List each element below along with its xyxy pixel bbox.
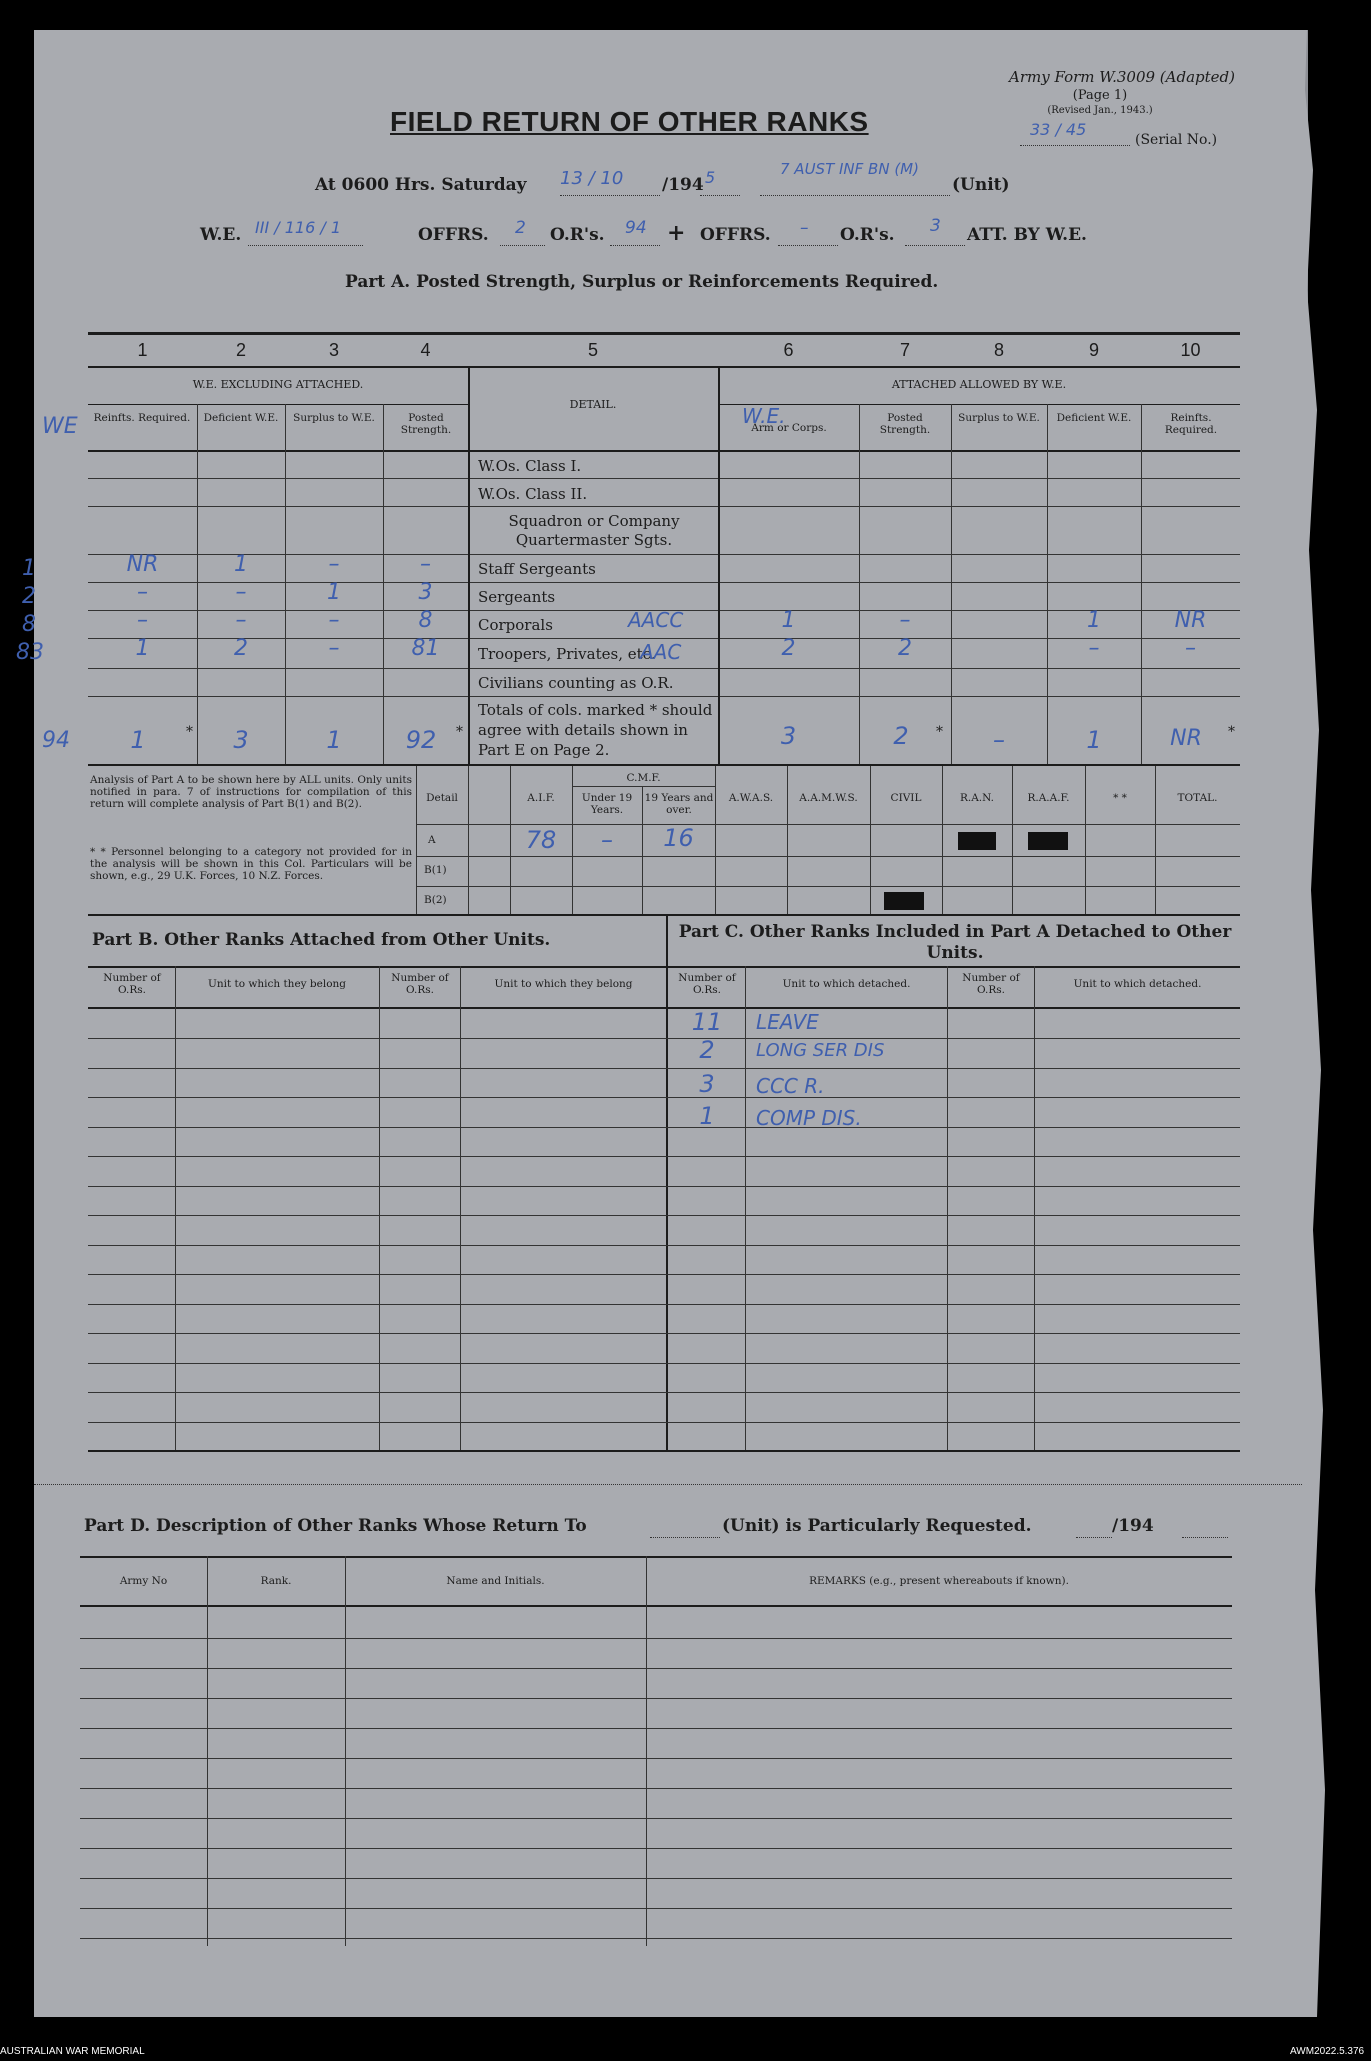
totals-c4: 92 (405, 726, 437, 754)
totals-c2: 3 (233, 726, 249, 754)
margin-totals: 94 (42, 728, 70, 753)
ruled-line (88, 1392, 1240, 1393)
ruled-line (88, 1038, 1240, 1039)
row-detail-wo-class-2: W.Os. Class II. (478, 485, 588, 503)
part-d-heading: Part D. Description of Other Ranks Whose Return To (84, 1516, 587, 1536)
col-number-1: 1 (137, 340, 148, 360)
revised-date: (Revised Jan., 1943.) (1047, 105, 1153, 116)
ruled-line (88, 1274, 1240, 1275)
staff-sgts-c1: NR (126, 552, 159, 577)
analysis-a-under-19: – (601, 826, 613, 854)
part-c-header-unit-1: Unit to which detached. (782, 978, 911, 990)
part-c-entry-1-number: 11 (691, 1008, 723, 1036)
col6-we-handwritten: W.E. (742, 404, 786, 428)
totals-c9: 1 (1086, 726, 1102, 754)
corporals-c3: – (328, 608, 340, 633)
sergeants-c4: 3 (418, 580, 433, 605)
header-arm-or-corps: Arm or Corps. (751, 422, 827, 434)
part-b-header-number-1: Number of O.Rs. (103, 972, 161, 996)
col-number-6: 6 (783, 340, 794, 360)
header-posted-strength: Posted Strength. (400, 412, 452, 436)
ruled-line (80, 1908, 1232, 1909)
ors-attached-label: O.R's. (840, 225, 895, 245)
troopers-c6: AAC (640, 640, 682, 664)
header-posted-strength-att: Posted Strength. (879, 412, 931, 436)
page-number: (Page 1) (1072, 88, 1128, 103)
part-d-header-name: Name and Initials. (446, 1575, 545, 1587)
row-detail-staff-sergeants: Staff Sergeants (478, 560, 596, 578)
analysis-row-b2: B(2) (424, 894, 447, 906)
analysis-header-ran: R.A.N. (959, 792, 995, 804)
troopers-c8: 2 (898, 636, 912, 661)
corporals-c6: AACC (628, 608, 684, 632)
row-detail-corporals: Corporals (478, 616, 553, 634)
part-d-heading-unit: (Unit) is Particularly Requested. (722, 1516, 1032, 1536)
torn-edge (1295, 30, 1335, 2017)
totals-c1: 1 (130, 726, 146, 754)
analysis-note-2: * * Personnel belonging to a category not provided for in the analysis will be shown in this Col. Particulars will be shown, e.g., 29 U.K. Forces, 10 N.Z. Forces. (90, 846, 412, 882)
staff-sgts-c2: 1 (234, 552, 248, 577)
analysis-header-raaf: R.A.A.F. (1027, 792, 1070, 804)
offrs-handwritten: 2 (515, 218, 526, 238)
form-number: Army Form W.3009 (Adapted) (1009, 68, 1235, 86)
ruled-line (88, 1304, 1240, 1305)
part-c-entry-4-unit: COMP DIS. (756, 1106, 862, 1130)
ruled-line (88, 1245, 1240, 1246)
staff-sgts-c3: – (328, 552, 340, 577)
corporals-c1: – (137, 608, 148, 633)
we-label: W.E. (200, 225, 242, 245)
analysis-a-aif: 78 (525, 826, 557, 854)
part-b-header-unit-2: Unit to which they belong (494, 978, 633, 990)
part-c-entry-2-number: 2 (699, 1036, 715, 1064)
analysis-header-aif: A.I.F. (527, 792, 555, 804)
year-prefix: /194 (662, 175, 704, 195)
serial-number-handwritten: 33 / 45 (1030, 120, 1087, 139)
corporals-c10: NR (1174, 608, 1207, 633)
ruled-line (88, 1422, 1240, 1423)
ors-handwritten: 94 (625, 218, 647, 238)
ruled-line (80, 1878, 1232, 1879)
part-c-heading: Part C. Other Ranks Included in Part A Detached to Other Units. (678, 922, 1232, 963)
header-surplus-to-we-att: Surplus to W.E. (958, 412, 1040, 424)
ruled-line (88, 1127, 1240, 1128)
analysis-header-aamws: A.A.M.W.S. (799, 792, 858, 804)
part-b-header-unit-1: Unit to which they belong (207, 978, 347, 990)
header-detail: DETAIL. (569, 398, 617, 411)
ruled-line (88, 1156, 1240, 1157)
troopers-c3: – (328, 636, 340, 661)
corporals-c4: 8 (418, 608, 433, 633)
plus-sign: + (667, 220, 686, 246)
col-number-3: 3 (328, 340, 339, 360)
ruled-line (88, 1215, 1240, 1216)
troopers-c7: 2 (781, 636, 796, 661)
ruled-line (80, 1668, 1232, 1669)
star-c7: * (936, 724, 943, 740)
col-number-7: 7 (899, 340, 910, 360)
star-c10: * (1228, 724, 1235, 740)
margin-corporals: 8 (22, 612, 36, 637)
row-detail-qm-sgts: Squadron or Company Quartermaster Sgts. (508, 512, 680, 549)
part-c-entry-4-number: 1 (699, 1102, 715, 1130)
ruled-line (80, 1728, 1232, 1729)
margin-staff-sgts: 1 (22, 556, 36, 581)
ruled-line (80, 1848, 1232, 1849)
analysis-header-cmf: C.M.F. (626, 772, 661, 784)
part-c-entry-1-unit: LEAVE (756, 1010, 819, 1034)
date-handwritten: 13 / 10 (560, 168, 624, 189)
ruled-line (80, 1938, 1232, 1939)
corporals-c2: – (235, 608, 247, 633)
ruled-line (88, 1097, 1240, 1098)
part-b-heading: Part B. Other Ranks Attached from Other Units. (92, 930, 551, 950)
col-number-8: 8 (993, 340, 1004, 360)
corporals-c8: – (899, 608, 911, 633)
analysis-a-19-over: 16 (663, 824, 694, 852)
ruled-line (80, 1758, 1232, 1759)
row-detail-civilians: Civilians counting as O.R. (478, 674, 674, 692)
corporals-c7: 1 (781, 608, 796, 633)
col-number-4: 4 (420, 340, 431, 360)
analysis-header-19-over: 19 Years and over. (644, 792, 714, 816)
header-reinfts-required: Reinfts. Required. (93, 412, 191, 424)
part-d-heading-year: /194 (1112, 1516, 1154, 1536)
part-a-heading: Part A. Posted Strength, Surplus or Reinforcements Required. (345, 272, 939, 292)
part-c-header-unit-2: Unit to which detached. (1073, 978, 1202, 990)
col-number-9: 9 (1088, 340, 1099, 360)
star-c4: * (456, 724, 463, 740)
analysis-row-b1: B(1) (424, 864, 447, 876)
analysis-header-civil: CIVIL (890, 792, 922, 804)
year-handwritten: 5 (705, 168, 716, 187)
margin-we-handwritten: WE (42, 414, 78, 439)
header-deficient-we-att: Deficient W.E. (1056, 412, 1132, 424)
col-number-5: 5 (587, 340, 598, 360)
analysis-header-awas: A.W.A.S. (728, 792, 774, 804)
redaction-raaf (1028, 832, 1068, 850)
group-we-excluding: W.E. EXCLUDING ATTACHED. (192, 378, 364, 391)
staff-sgts-c4: – (420, 552, 431, 577)
ruled-line (80, 1788, 1232, 1789)
analysis-header-detail: Detail (426, 792, 458, 804)
redaction-ran (958, 832, 996, 850)
col-number-10: 10 (1180, 340, 1201, 360)
ruled-line (80, 1818, 1232, 1819)
part-d-header-rank: Rank. (260, 1575, 292, 1587)
totals-c8: – (993, 726, 1005, 754)
ruled-line (88, 1186, 1240, 1187)
ruled-line (88, 1363, 1240, 1364)
header-surplus-to-we: Surplus to W.E. (293, 412, 375, 424)
totals-c10: NR (1170, 726, 1202, 751)
row-detail-wo-class-1: W.Os. Class I. (478, 457, 582, 475)
we-handwritten: III / 116 / 1 (255, 218, 341, 237)
totals-c3: 1 (326, 726, 342, 754)
footer-credit: AUSTRALIAN WAR MEMORIAL (0, 2046, 145, 2057)
unit-handwritten: 7 AUST INF BN (M) (780, 160, 919, 178)
part-b-header-number-2: Number of O.Rs. (391, 972, 449, 996)
serial-label: (Serial No.) (1135, 132, 1218, 148)
ruled-line (88, 1068, 1240, 1069)
analysis-note: Analysis of Part A to be shown here by ALL units. Only units notified in para. 7 of instructions for compilation of this return will complete analysis of Part B(1) and B(2). (90, 774, 412, 810)
analysis-header-other: * * (1113, 792, 1127, 804)
at-hours-label: At 0600 Hrs. Saturday (315, 175, 527, 195)
star-c1: * (186, 724, 193, 740)
troopers-c9: – (1088, 636, 1100, 661)
ruled-line (88, 1333, 1240, 1334)
part-d-header-remarks: REMARKS (e.g., present whereabouts if known). (809, 1575, 1069, 1587)
ruled-line (80, 1638, 1232, 1639)
totals-c7: 2 (893, 722, 909, 750)
att-by-we-label: ATT. BY W.E. (967, 225, 1087, 245)
analysis-header-total: TOTAL. (1177, 792, 1218, 804)
offrs-label: OFFRS. (418, 225, 489, 245)
offrs-attached-label: OFFRS. (700, 225, 771, 245)
ors-attached-handwritten: 3 (930, 216, 941, 236)
fold-line (34, 1484, 1302, 1485)
analysis-row-a: A (428, 834, 436, 846)
analysis-header-under-19: Under 19 Years. (581, 792, 633, 816)
troopers-c1: 1 (135, 636, 150, 661)
offrs-attached-handwritten: – (800, 218, 809, 238)
troopers-c10: – (1185, 636, 1196, 661)
totals-c6: 3 (780, 722, 797, 750)
ruled-line (80, 1698, 1232, 1699)
corporals-c9: 1 (1087, 608, 1101, 633)
troopers-c4: 81 (411, 636, 440, 661)
ors-label: O.R's. (550, 225, 605, 245)
footer-reference: AWM2022.5.376 (1290, 2046, 1365, 2057)
redaction-civil (884, 892, 924, 910)
col-number-2: 2 (235, 340, 246, 360)
part-c-header-number-2: Number of O.Rs. (962, 972, 1020, 996)
sergeants-c3: 1 (327, 580, 341, 605)
header-deficient-we: Deficient W.E. (203, 412, 279, 424)
row-detail-sergeants: Sergeants (478, 588, 556, 606)
part-c-entry-3-number: 3 (699, 1070, 715, 1098)
part-c-entry-3-unit: CCC R. (756, 1074, 825, 1098)
sergeants-c2: – (235, 580, 247, 605)
row-detail-troopers: Troopers, Privates, etc. (478, 645, 656, 663)
row-detail-totals: Totals of cols. marked * should agree with details shown in Part E on Page 2. (478, 701, 713, 759)
page-title: FIELD RETURN OF OTHER RANKS (390, 106, 869, 137)
part-c-header-number-1: Number of O.Rs. (678, 972, 736, 996)
margin-sergeants: 2 (22, 584, 36, 609)
margin-troopers: 83 (16, 640, 44, 665)
part-c-entry-2-unit: LONG SER DIS (756, 1040, 885, 1061)
troopers-c2: 2 (234, 636, 248, 661)
header-reinfts-required-att: Reinfts. Required. (1164, 412, 1218, 436)
part-d-header-army-no: Army No (119, 1575, 168, 1587)
group-attached-allowed: ATTACHED ALLOWED BY W.E. (891, 378, 1067, 391)
unit-label: (Unit) (952, 175, 1010, 195)
sergeants-c1: – (137, 580, 148, 605)
